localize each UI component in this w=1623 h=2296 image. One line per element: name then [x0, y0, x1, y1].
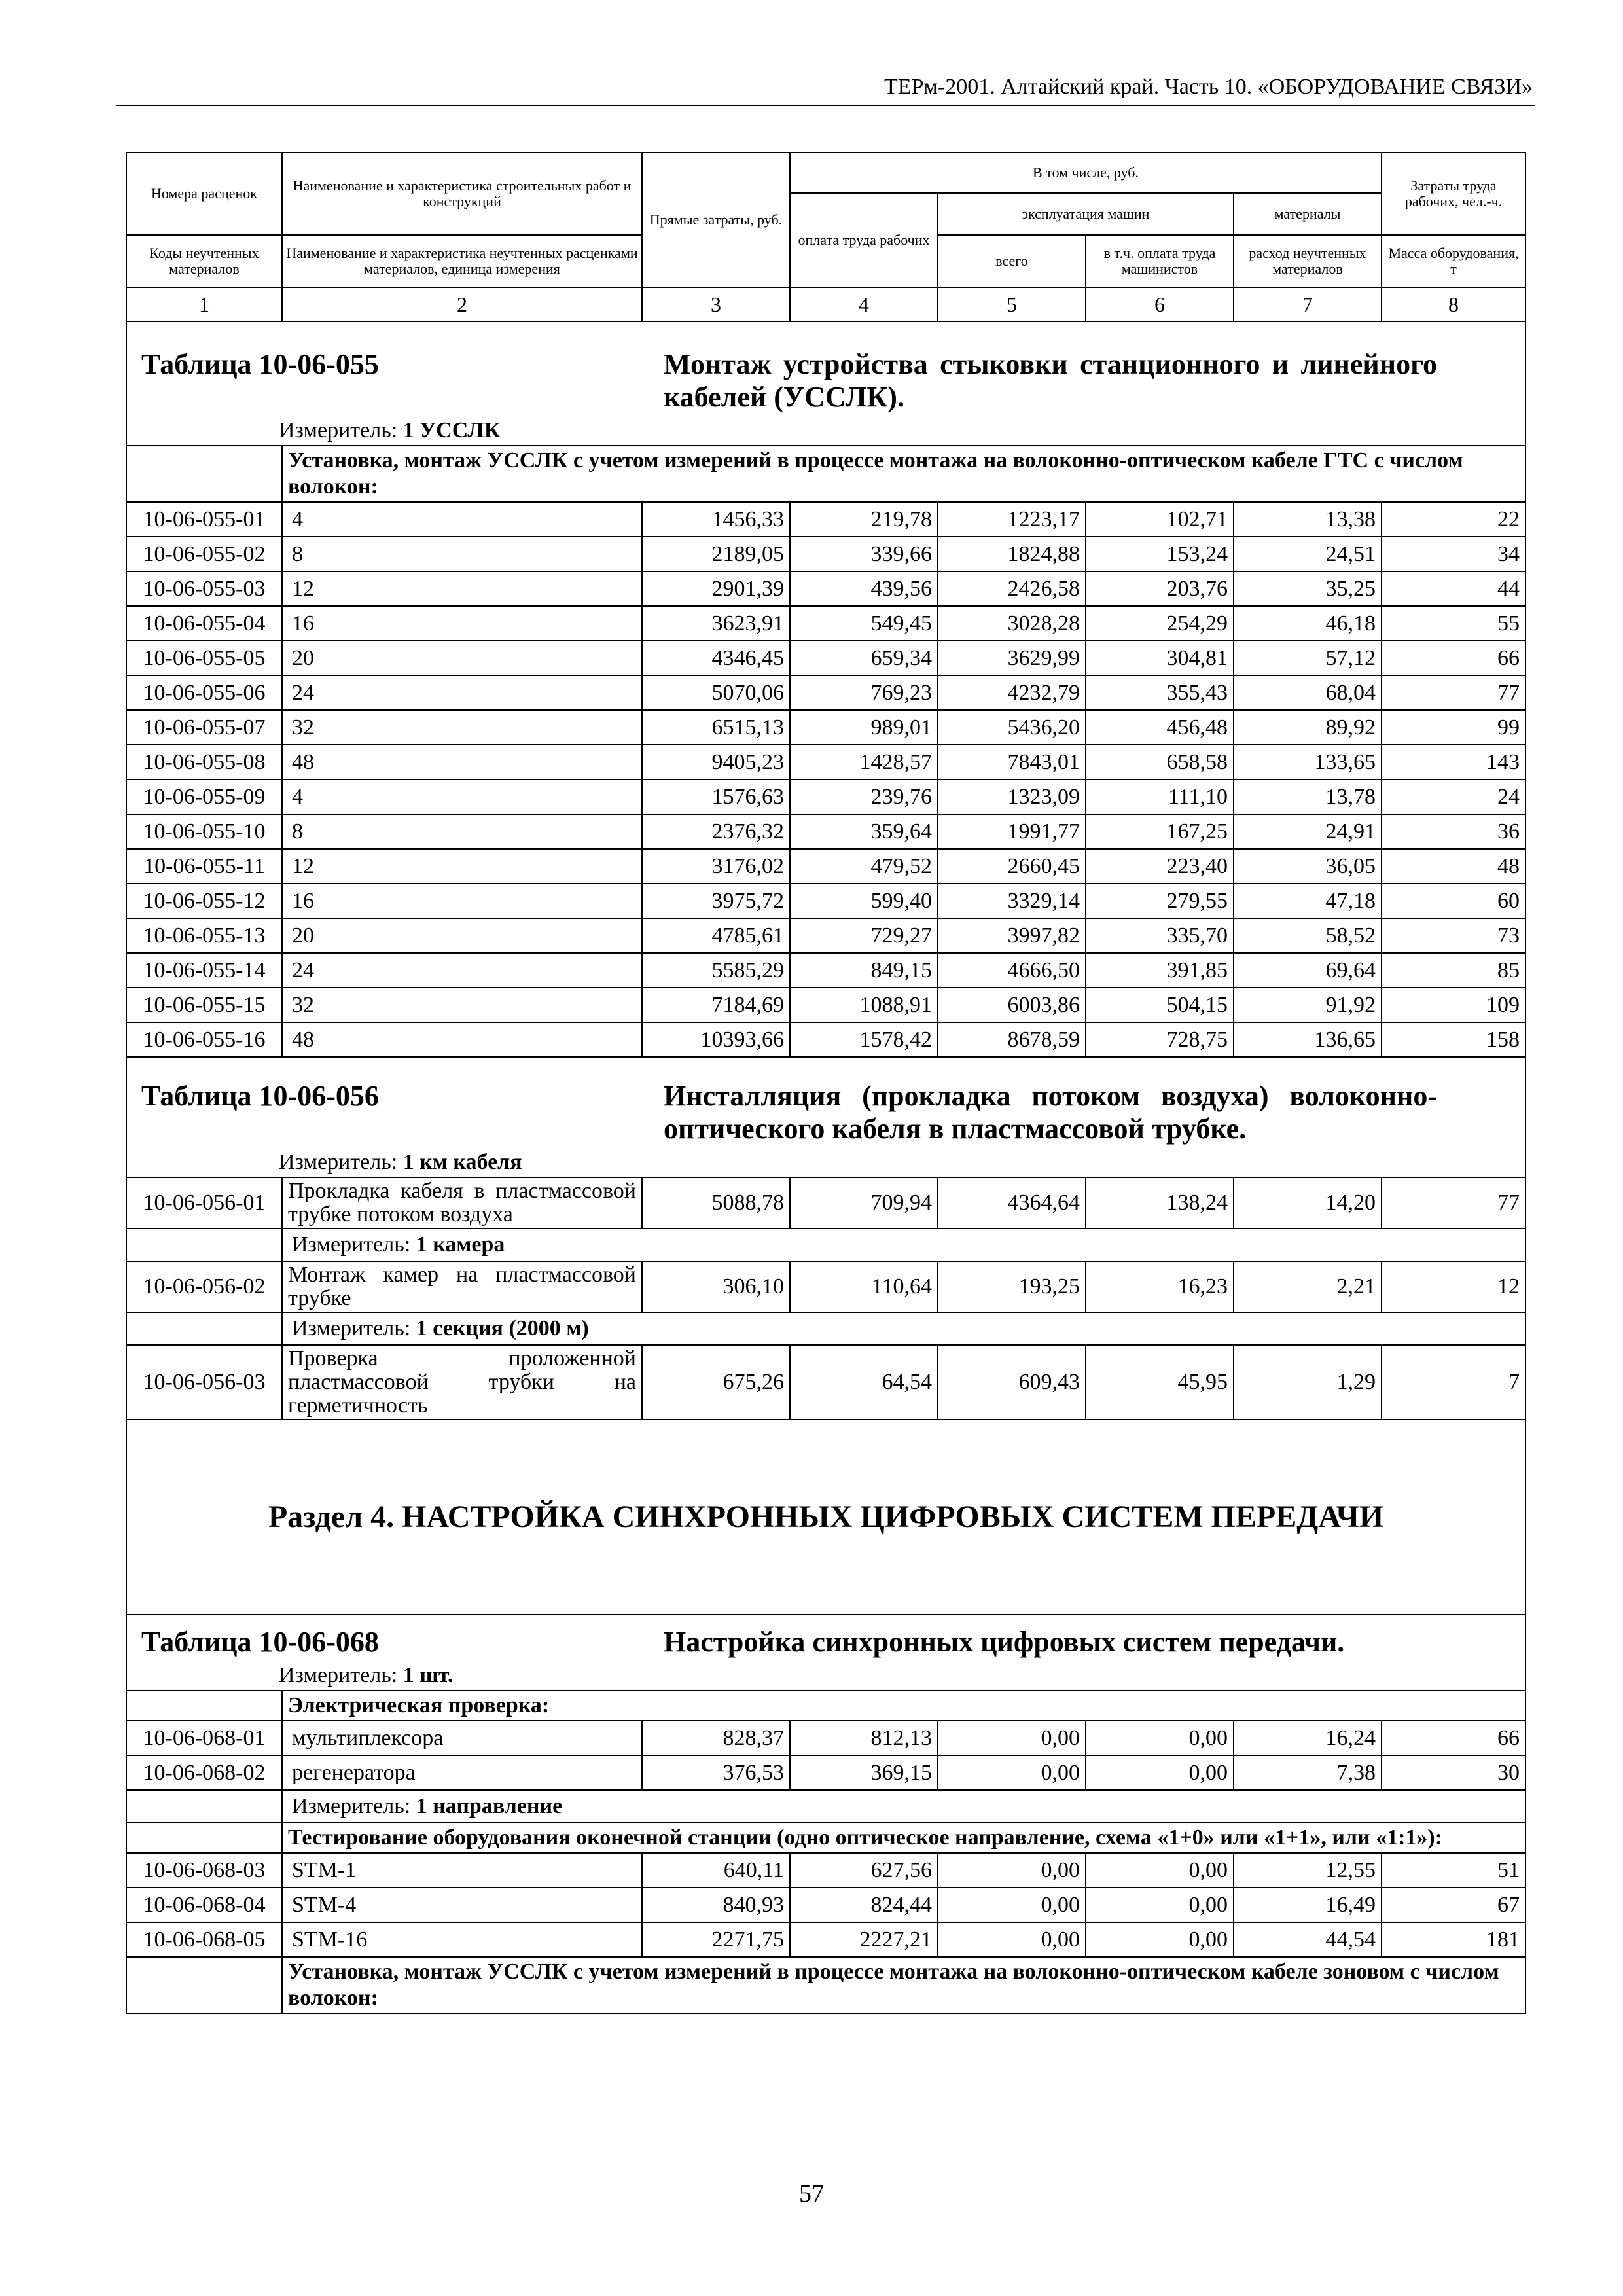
table-row: [126, 502, 1525, 537]
table-row: [126, 1721, 1525, 1755]
cell-work-param: 4: [282, 502, 642, 537]
cell-work-param: 48: [282, 1022, 642, 1057]
cell-labor-costs: 48: [1382, 849, 1525, 884]
cell-machinists-pay: 203,76: [1086, 571, 1234, 606]
cell-labor-pay: 219,78: [790, 502, 938, 537]
cell-machines-total: 2660,45: [938, 849, 1086, 884]
hdr-rate-numbers: Номера расценок: [126, 152, 282, 235]
table-title: Настройка синхронных цифровых систем передачи.: [664, 1626, 1345, 1658]
group-heading: Установка, монтаж УССЛК с учетом измерений в процессе монтажа на волоконно-оптическом кабеле ГТС с числом волокон:: [282, 446, 1525, 502]
cell-labor-pay: 627,56: [790, 1853, 938, 1888]
meter-value: 1 секция (2000 м): [416, 1316, 589, 1340]
cell-direct-costs: 675,26: [642, 1345, 790, 1420]
table-row: [126, 1853, 1525, 1888]
meter-label: Измеритель:: [292, 1794, 411, 1818]
section-row: [126, 1420, 1525, 1615]
section-title: Раздел 4. НАСТРОЙКА СИНХРОННЫХ ЦИФРОВЫХ СИСТЕМ ПЕРЕДАЧИ: [126, 1420, 1525, 1615]
cell-machinists-pay: 167,25: [1086, 814, 1234, 849]
cell-direct-costs: 2271,75: [642, 1922, 790, 1957]
cell-labor-costs: 36: [1382, 814, 1525, 849]
cell-work-param: 16: [282, 606, 642, 641]
cell-labor-costs: 34: [1382, 537, 1525, 571]
table-row: [126, 1922, 1525, 1957]
group-heading: Тестирование оборудования оконечной станции (одно оптическое направление, схема «1+0» или «1+1», или «1:1»):: [282, 1823, 1525, 1853]
cell-labor-costs: 181: [1382, 1922, 1525, 1957]
cell-machines-total: 1323,09: [938, 780, 1086, 814]
cell-labor-costs: 73: [1382, 918, 1525, 953]
col-number: 4: [790, 287, 938, 321]
cell-machines-total: 8678,59: [938, 1022, 1086, 1057]
cell-machinists-pay: 111,10: [1086, 780, 1234, 814]
cell-work-param: регенератора: [282, 1755, 642, 1790]
cell-work-param: STM-4: [282, 1888, 642, 1922]
cell-machines-total: 4232,79: [938, 675, 1086, 710]
cell-machinists-pay: 391,85: [1086, 953, 1234, 988]
cell-rate-code: 10-06-055-06: [126, 675, 282, 710]
cell-direct-costs: 5088,78: [642, 1177, 790, 1229]
cell-rate-code: 10-06-068-02: [126, 1755, 282, 1790]
cell-materials: 24,91: [1234, 814, 1382, 849]
cell-labor-pay: 2227,21: [790, 1922, 938, 1957]
cell-labor-pay: 1578,42: [790, 1022, 938, 1057]
cell-machinists-pay: 0,00: [1086, 1755, 1234, 1790]
cell-rate-code: 10-06-068-01: [126, 1721, 282, 1755]
cell-labor-costs: 99: [1382, 710, 1525, 745]
cell-rate-code: 10-06-068-05: [126, 1922, 282, 1957]
cell-machinists-pay: 0,00: [1086, 1853, 1234, 1888]
cell-work-param: 32: [282, 988, 642, 1022]
cell-machines-total: 0,00: [938, 1922, 1086, 1957]
cell-rate-code: 10-06-055-10: [126, 814, 282, 849]
cell-direct-costs: 1456,33: [642, 502, 790, 537]
cell-machinists-pay: 16,23: [1086, 1261, 1234, 1312]
cell-machines-total: 1223,17: [938, 502, 1086, 537]
cell-work-param: 24: [282, 675, 642, 710]
cell-work-param: 48: [282, 745, 642, 780]
cell-rate-code: 10-06-055-13: [126, 918, 282, 953]
cell-direct-costs: 4785,61: [642, 918, 790, 953]
table-row: [126, 675, 1525, 710]
cell-materials: 2,21: [1234, 1261, 1382, 1312]
cell-labor-pay: 369,15: [790, 1755, 938, 1790]
cell-work-param: 4: [282, 780, 642, 814]
cell-direct-costs: 5585,29: [642, 953, 790, 988]
cell-direct-costs: 640,11: [642, 1853, 790, 1888]
table-title-row: [126, 1615, 1525, 1661]
cell-labor-costs: 7: [1382, 1345, 1525, 1420]
cell-labor-pay: 709,94: [790, 1177, 938, 1229]
col-number: 2: [282, 287, 642, 321]
cell-machines-total: 0,00: [938, 1721, 1086, 1755]
cell-materials: 12,55: [1234, 1853, 1382, 1888]
cell-labor-pay: 812,13: [790, 1721, 938, 1755]
cell-work-param: 8: [282, 537, 642, 571]
cell-labor-pay: 599,40: [790, 884, 938, 918]
table-row: [126, 537, 1525, 571]
cell-rate-code: 10-06-055-09: [126, 780, 282, 814]
cell-rate-code: 10-06-055-07: [126, 710, 282, 745]
cell-machinists-pay: 0,00: [1086, 1721, 1234, 1755]
cell-labor-pay: 479,52: [790, 849, 938, 884]
table-title: Инсталляция (прокладка потоком воздуха) волоконно-оптического кабеля в пластмассовой трубке.: [664, 1080, 1438, 1145]
table-row: [126, 745, 1525, 780]
cell-rate-code: 10-06-055-05: [126, 641, 282, 675]
cell-labor-costs: 55: [1382, 606, 1525, 641]
cell-labor-pay: 1428,57: [790, 745, 938, 780]
cell-direct-costs: 9405,23: [642, 745, 790, 780]
cell-machinists-pay: 153,24: [1086, 537, 1234, 571]
cell-rate-code: 10-06-056-03: [126, 1345, 282, 1420]
cell-machinists-pay: 102,71: [1086, 502, 1234, 537]
col-number: 3: [642, 287, 790, 321]
cell-work-param: 32: [282, 710, 642, 745]
table-row: [126, 641, 1525, 675]
cell-materials: 133,65: [1234, 745, 1382, 780]
group-row: [126, 1691, 1525, 1721]
cell-labor-costs: 77: [1382, 675, 1525, 710]
cell-materials: 91,92: [1234, 988, 1382, 1022]
cell-materials: 47,18: [1234, 884, 1382, 918]
price-table: [126, 152, 1526, 2014]
cell-materials: 69,64: [1234, 953, 1382, 988]
table-row: [126, 1261, 1525, 1312]
cell-rate-code: 10-06-055-15: [126, 988, 282, 1022]
cell-machines-total: 0,00: [938, 1755, 1086, 1790]
cell-machines-total: 1991,77: [938, 814, 1086, 849]
cell-work-param: STM-1: [282, 1853, 642, 1888]
cell-direct-costs: 306,10: [642, 1261, 790, 1312]
cell-labor-costs: 44: [1382, 571, 1525, 606]
hdr-machinists-pay: в т.ч. оплата труда машинистов: [1086, 235, 1234, 287]
cell-labor-pay: 110,64: [790, 1261, 938, 1312]
cell-materials: 46,18: [1234, 606, 1382, 641]
cell-machines-total: 1824,88: [938, 537, 1086, 571]
cell-materials: 13,38: [1234, 502, 1382, 537]
cell-machines-total: 7843,01: [938, 745, 1086, 780]
cell-work-param: 20: [282, 918, 642, 953]
cell-materials: 36,05: [1234, 849, 1382, 884]
table-row: [126, 571, 1525, 606]
meter-value: 1 шт.: [402, 1663, 454, 1687]
cell-rate-code: 10-06-068-04: [126, 1888, 282, 1922]
cell-machinists-pay: 658,58: [1086, 745, 1234, 780]
cell-labor-costs: 51: [1382, 1853, 1525, 1888]
hdr-machines: эксплуатация машин: [938, 193, 1234, 235]
cell-direct-costs: 10393,66: [642, 1022, 790, 1057]
cell-direct-costs: 840,93: [642, 1888, 790, 1922]
group-row: [126, 1823, 1525, 1853]
hdr-unaccounted-materials: расход неучтенных материалов: [1234, 235, 1382, 287]
meter-row: [126, 1312, 1525, 1345]
cell-materials: 16,24: [1234, 1721, 1382, 1755]
cell-rate-code: 10-06-055-12: [126, 884, 282, 918]
table-row: [126, 780, 1525, 814]
cell-work-param: 16: [282, 884, 642, 918]
cell-materials: 7,38: [1234, 1755, 1382, 1790]
hdr-equipment-mass: Масса оборудования, т: [1382, 235, 1525, 287]
cell-machines-total: 4666,50: [938, 953, 1086, 988]
cell-labor-pay: 729,27: [790, 918, 938, 953]
cell-machines-total: 6003,86: [938, 988, 1086, 1022]
group-heading: Электрическая проверка:: [282, 1691, 1525, 1721]
cell-labor-pay: 339,66: [790, 537, 938, 571]
cell-materials: 89,92: [1234, 710, 1382, 745]
cell-machinists-pay: 0,00: [1086, 1922, 1234, 1957]
col-number: 1: [126, 287, 282, 321]
cell-materials: 58,52: [1234, 918, 1382, 953]
cell-rate-code: 10-06-055-14: [126, 953, 282, 988]
cell-direct-costs: 3623,91: [642, 606, 790, 641]
col-number: 5: [938, 287, 1086, 321]
cell-materials: 14,20: [1234, 1177, 1382, 1229]
cell-labor-pay: 849,15: [790, 953, 938, 988]
cell-labor-costs: 158: [1382, 1022, 1525, 1057]
cell-work-param: Монтаж камер на пластмассовой трубке: [282, 1261, 642, 1312]
hdr-material-names: Наименование и характеристика неучтенных расценками материалов, единица измерения: [282, 235, 642, 287]
cell-direct-costs: 376,53: [642, 1755, 790, 1790]
cell-machines-total: 193,25: [938, 1261, 1086, 1312]
cell-machinists-pay: 355,43: [1086, 675, 1234, 710]
page-number: 57: [799, 2180, 824, 2208]
running-header: [116, 71, 1535, 106]
cell-rate-code: 10-06-055-01: [126, 502, 282, 537]
cell-work-param: мультиплексора: [282, 1721, 642, 1755]
cell-rate-code: 10-06-055-08: [126, 745, 282, 780]
cell-machines-total: 0,00: [938, 1853, 1086, 1888]
cell-labor-pay: 239,76: [790, 780, 938, 814]
cell-machines-total: 0,00: [938, 1888, 1086, 1922]
table-row: [126, 1177, 1525, 1229]
cell-machines-total: 3997,82: [938, 918, 1086, 953]
meter-row: [126, 1229, 1525, 1261]
cell-direct-costs: 2189,05: [642, 537, 790, 571]
meter-value: 1 камера: [416, 1232, 505, 1257]
cell-materials: 68,04: [1234, 675, 1382, 710]
cell-labor-costs: 22: [1382, 502, 1525, 537]
table-row: [126, 1755, 1525, 1790]
cell-materials: 136,65: [1234, 1022, 1382, 1057]
table-code: Таблица 10-06-055: [141, 348, 379, 380]
cell-direct-costs: 828,37: [642, 1721, 790, 1755]
cell-labor-pay: 824,44: [790, 1888, 938, 1922]
cell-machinists-pay: 504,15: [1086, 988, 1234, 1022]
cell-materials: 1,29: [1234, 1345, 1382, 1420]
cell-rate-code: 10-06-055-16: [126, 1022, 282, 1057]
cell-work-param: 8: [282, 814, 642, 849]
group-row: [126, 446, 1525, 502]
table-title-row: [126, 1057, 1525, 1148]
col-number: 8: [1382, 287, 1525, 321]
cell-direct-costs: 3176,02: [642, 849, 790, 884]
cell-machinists-pay: 304,81: [1086, 641, 1234, 675]
cell-labor-pay: 659,34: [790, 641, 938, 675]
hdr-materials: материалы: [1234, 193, 1382, 235]
cell-machinists-pay: 0,00: [1086, 1888, 1234, 1922]
cell-labor-pay: 64,54: [790, 1345, 938, 1420]
meter-value: 1 УССЛК: [402, 418, 501, 442]
cell-machinists-pay: 138,24: [1086, 1177, 1234, 1229]
meter-label: Измеритель:: [279, 1663, 398, 1687]
table-row: [126, 710, 1525, 745]
meter-row: [126, 1661, 1525, 1691]
meter-label: Измеритель:: [292, 1232, 411, 1257]
meter-row: [126, 416, 1525, 446]
cell-rate-code: 10-06-056-02: [126, 1261, 282, 1312]
cell-direct-costs: 2376,32: [642, 814, 790, 849]
cell-machinists-pay: 254,29: [1086, 606, 1234, 641]
table-row: [126, 606, 1525, 641]
meter-label: Измеритель:: [279, 1150, 398, 1174]
col-number: 7: [1234, 287, 1382, 321]
cell-labor-costs: 67: [1382, 1888, 1525, 1922]
cell-materials: 16,49: [1234, 1888, 1382, 1922]
cell-machinists-pay: 45,95: [1086, 1345, 1234, 1420]
cell-materials: 13,78: [1234, 780, 1382, 814]
cell-labor-pay: 359,64: [790, 814, 938, 849]
cell-work-param: 24: [282, 953, 642, 988]
cell-work-param: Прокладка кабеля в пластмассовой трубке потоком воздуха: [282, 1177, 642, 1229]
cell-materials: 44,54: [1234, 1922, 1382, 1957]
cell-direct-costs: 4346,45: [642, 641, 790, 675]
cell-machines-total: 3028,28: [938, 606, 1086, 641]
cell-labor-pay: 769,23: [790, 675, 938, 710]
table-row: [126, 884, 1525, 918]
table-title: Монтаж устройства стыковки станционного и линейного кабелей (УССЛК).: [664, 348, 1438, 413]
meter-label: Измеритель:: [279, 418, 398, 442]
meter-value: 1 направление: [416, 1794, 563, 1818]
cell-materials: 35,25: [1234, 571, 1382, 606]
hdr-machines-total: всего: [938, 235, 1086, 287]
cell-labor-costs: 85: [1382, 953, 1525, 988]
cell-rate-code: 10-06-055-03: [126, 571, 282, 606]
cell-labor-costs: 30: [1382, 1755, 1525, 1790]
cell-rate-code: 10-06-068-03: [126, 1853, 282, 1888]
cell-direct-costs: 7184,69: [642, 988, 790, 1022]
cell-labor-costs: 12: [1382, 1261, 1525, 1312]
cell-labor-costs: 66: [1382, 641, 1525, 675]
cell-labor-pay: 439,56: [790, 571, 938, 606]
cell-labor-costs: 24: [1382, 780, 1525, 814]
cell-materials: 24,51: [1234, 537, 1382, 571]
cell-work-param: 20: [282, 641, 642, 675]
table-row: [126, 1888, 1525, 1922]
cell-machinists-pay: 728,75: [1086, 1022, 1234, 1057]
cell-machines-total: 4364,64: [938, 1177, 1086, 1229]
hdr-labor-pay: оплата труда рабочих: [790, 193, 938, 287]
table-row: [126, 849, 1525, 884]
column-number-row: [126, 287, 1525, 321]
cell-work-param: STM-16: [282, 1922, 642, 1957]
cell-machines-total: 5436,20: [938, 710, 1086, 745]
cell-direct-costs: 1576,63: [642, 780, 790, 814]
cell-direct-costs: 2901,39: [642, 571, 790, 606]
cell-rate-code: 10-06-055-11: [126, 849, 282, 884]
cell-machines-total: 2426,58: [938, 571, 1086, 606]
meter-row: [126, 1790, 1525, 1823]
cell-machinists-pay: 279,55: [1086, 884, 1234, 918]
cell-direct-costs: 5070,06: [642, 675, 790, 710]
table-row: [126, 988, 1525, 1022]
meter-label: Измеритель:: [292, 1316, 411, 1340]
group-heading: Установка, монтаж УССЛК с учетом измерений в процессе монтажа на волоконно-оптическом кабеле зоновом с числом волокон:: [282, 1957, 1525, 2013]
header-text: ТЕРм-2001. Алтайский край. Часть 10. «ОБОРУДОВАНИЕ СВЯЗИ»: [883, 75, 1533, 99]
cell-direct-costs: 6515,13: [642, 710, 790, 745]
cell-machines-total: 609,43: [938, 1345, 1086, 1420]
cell-labor-pay: 549,45: [790, 606, 938, 641]
cell-labor-costs: 66: [1382, 1721, 1525, 1755]
table-code: Таблица 10-06-068: [141, 1626, 379, 1658]
cell-direct-costs: 3975,72: [642, 884, 790, 918]
cell-work-param: 12: [282, 849, 642, 884]
cell-work-param: 12: [282, 571, 642, 606]
hdr-in-total: В том числе, руб.: [790, 152, 1382, 193]
group-row: [126, 1957, 1525, 2013]
cell-rate-code: 10-06-055-04: [126, 606, 282, 641]
cell-machinists-pay: 335,70: [1086, 918, 1234, 953]
hdr-work-name: Наименование и характеристика строительных работ и конструкций: [282, 152, 642, 235]
cell-rate-code: 10-06-056-01: [126, 1177, 282, 1229]
meter-value: 1 км кабеля: [402, 1150, 522, 1174]
cell-labor-costs: 143: [1382, 745, 1525, 780]
meter-row: [126, 1148, 1525, 1177]
cell-machines-total: 3329,14: [938, 884, 1086, 918]
table-title-row: [126, 321, 1525, 416]
table-row: [126, 953, 1525, 988]
cell-materials: 57,12: [1234, 641, 1382, 675]
cell-rate-code: 10-06-055-02: [126, 537, 282, 571]
hdr-labor-costs: Затраты труда рабочих, чел.-ч.: [1382, 152, 1525, 235]
hdr-material-codes: Коды неучтенных материалов: [126, 235, 282, 287]
cell-labor-pay: 989,01: [790, 710, 938, 745]
table-code: Таблица 10-06-056: [141, 1080, 379, 1112]
table-row: [126, 1345, 1525, 1420]
col-number: 6: [1086, 287, 1234, 321]
cell-labor-pay: 1088,91: [790, 988, 938, 1022]
cell-labor-costs: 77: [1382, 1177, 1525, 1229]
cell-machines-total: 3629,99: [938, 641, 1086, 675]
table-row: [126, 918, 1525, 953]
cell-machinists-pay: 223,40: [1086, 849, 1234, 884]
cell-machinists-pay: 456,48: [1086, 710, 1234, 745]
cell-labor-costs: 60: [1382, 884, 1525, 918]
cell-work-param: Проверка проложенной пластмассовой трубки на герметичность: [282, 1345, 642, 1420]
header-row: [126, 152, 1525, 193]
table-row: [126, 1022, 1525, 1057]
hdr-direct-costs: Прямые затраты, руб.: [642, 152, 790, 287]
table-row: [126, 814, 1525, 849]
cell-labor-costs: 109: [1382, 988, 1525, 1022]
